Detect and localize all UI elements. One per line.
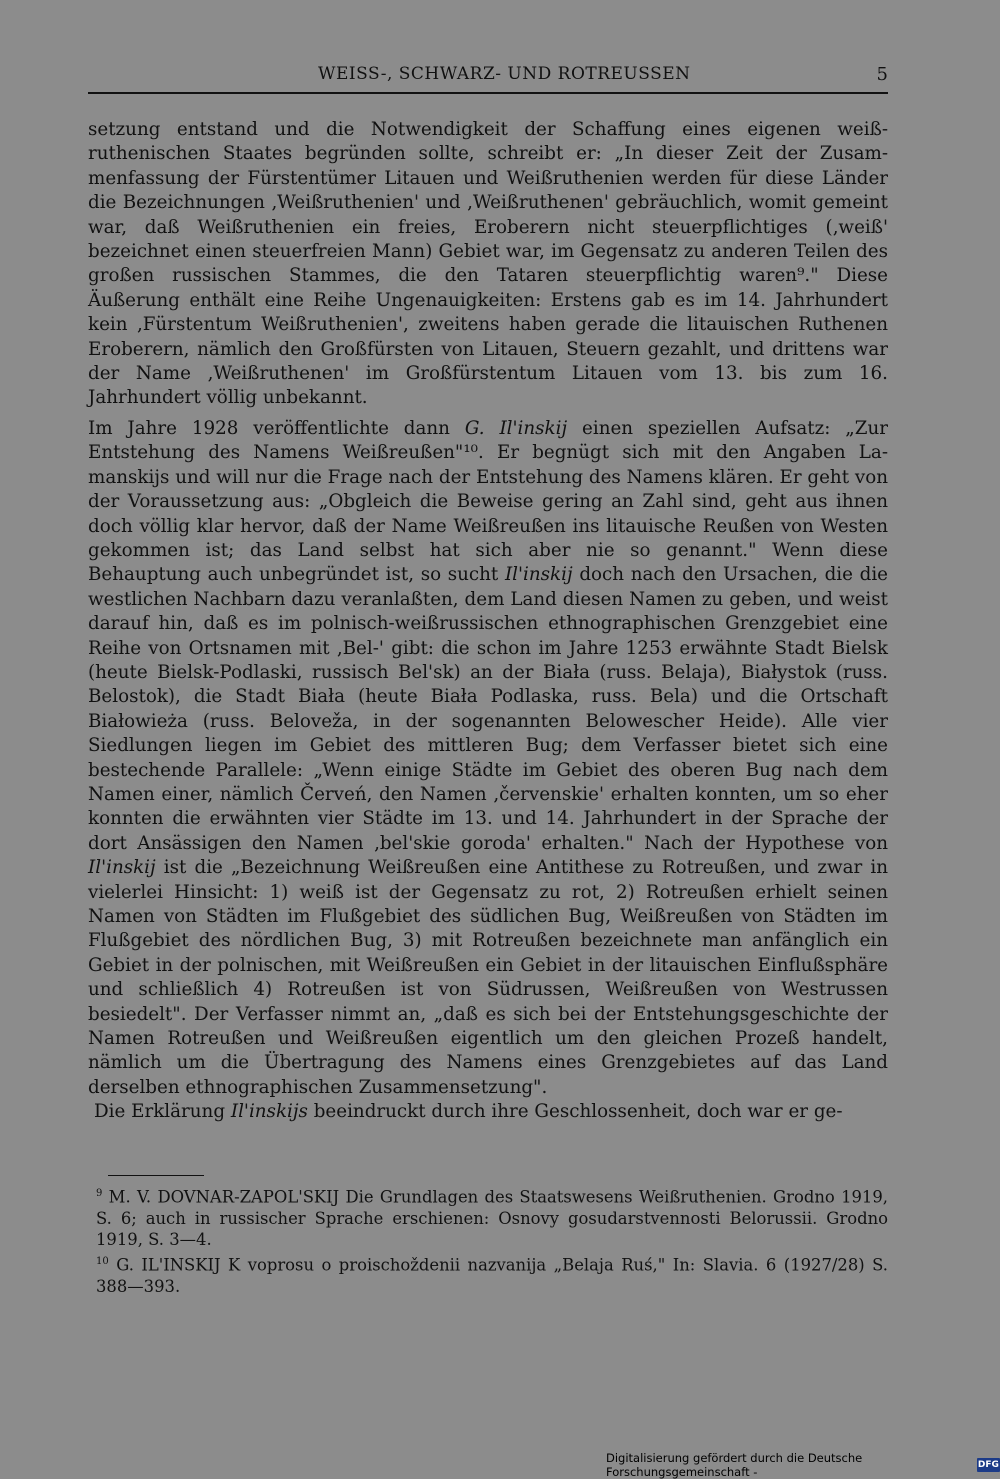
- footnote-10: [96, 1251, 888, 1297]
- paragraph-2-part-d: ist die „Bezeichnung Weißreußen eine Antithese zu Rotreußen, und zwar in vielerlei Hinsicht: 1) weiß ist der Gegensatz zu rot, 2) Rotreußen erhielt seinen Namen von Städten im Flußgebiet des südlichen Bug, Weißreußen von Städten im Flußgebiet des nördlichen Bug, 3) mit Rotreußen bezeichnete man anfänglich ein Gebiet in der polnischen, mit Weißreußen ein Gebiet in der litauischen Einflußsphäre und schließlich 4) Rotreußen ist von Südrussen, Weißreußen von Westrussen besiedelt". Der Verfasser nimmt an, „daß es sich bei der Entstehungsgeschichte der Namen Rotreußen und Weißreußen eigentlich um den gleichen Prozeß handelt, nämlich um die Übertragung des Namens eines Grenzgebietes auf das Land derselben ethnographischen Zusammensetzung".: [88, 857, 888, 1098]
- paragraph-2-part-a: Im Jahre 1928 veröffentlichte dann: [88, 417, 465, 439]
- author-name: Il'inskijs: [230, 1101, 308, 1123]
- running-header: [88, 64, 888, 90]
- page-number: 5: [876, 64, 888, 85]
- author-name: Il'inskij: [88, 857, 156, 879]
- paragraph-3: [88, 1100, 888, 1124]
- header-rule: [88, 92, 888, 94]
- paragraph-2: [88, 417, 888, 1100]
- footnote-rule: [108, 1175, 204, 1176]
- body-text: [88, 118, 888, 1125]
- footnote-text: G. IL'INSKIJ K voprosu o proischoždenii nazvanija „Belaja Ruś," In: Slavia. 6 (1927/28) S. 388—393.: [96, 1255, 888, 1296]
- author-name: Il'inskij: [504, 564, 573, 586]
- author-name: G. Il'inskij: [464, 417, 568, 439]
- paragraph-2-part-c: doch nach den Ursachen, die die westlichen Nachbarn dazu veranlaßten, dem Land diesen Namen zu geben, und weist darauf hin, daß es im polnisch-weißrussischen ethnographischen Grenzgebiet eine Reihe von Ortsnamen mit ‚Bel-' gibt: die schon im Jahre 1253 erwähnte Stadt Bielsk (heute Bielsk-Podlaski, russisch Bel'sk) an der Biała (russ. Belaja), Białystok (russ. Belostok), die Stadt Biała (heute Biała Podlaska, russ. Bela) und die Ortschaft Białowieża (russ. Beloveža, in der sogenannten Belowescher Heide). Alle vier Siedlungen liegen im Gebiet des mittleren Bug; dem Verfasser bietet sich eine bestechende Parallele: „Wenn einige Städte im Gebiet des oberen Bug nach dem Namen einer, nämlich Červeń, den Namen ‚červenskie' erhalten konnten, um so eher konnten die erwähnten vier Städte im 13. und 14. Jahrhundert in der Sprache der dort Ansässigen den Namen ‚bel'skie goroda' erhalten." Nach der Hypothese von: [88, 564, 888, 854]
- paragraph-2-part-b: einen speziellen Aufsatz: „Zur Entstehung des Namens Weißreußen"¹⁰. Er begnügt sich mit den Angaben Lamanskijs und will nur die Frage nach der Entstehung des Namens klären. Er geht von der Voraussetzung aus: „Obgleich die Beweise gering an Zahl sind, geht aus ihnen doch völlig klar hervor, daß der Name Weißreußen ins litauische Reußen von Westen gekommen ist; das Land selbst hat sich aber nie so genannt." Wenn diese Behauptung auch unbegründet ist, so sucht: [88, 417, 888, 586]
- running-title: WEISS-, SCHWARZ- UND ROTREUSSEN: [318, 64, 691, 84]
- footnotes: [96, 1183, 888, 1297]
- footnote-9: [96, 1183, 888, 1251]
- paragraph-3-part-b: beeindruckt durch ihre Geschlossenheit, doch war er ge-: [307, 1101, 843, 1123]
- paragraph-1: setzung entstand und die Notwendigkeit der Schaffung eines eigenen weißruthenischen Staates begründen sollte, schreibt er: „In dieser Zeit der Zusammenfassung der Fürstentümer Litauen und Weißruthenien werden für diese Länder die Bezeichnungen ‚Weißruthenien' und ‚Weißruthenen' gebräuchlich, womit gemeint war, daß Weißruthenien ein freies, Eroberern nicht steuerpflichtiges (‚weiß' bezeichnet einen steuerfreien Mann) Gebiet war, im Gegensatz zu anderen Teilen des großen russischen Stammes, die den Tataren steuerpflichtig waren⁹." Diese Äußerung enthält eine Reihe Ungenauigkeiten: Erstens gab es im 14. Jahrhundert kein ‚Fürstentum Weißruthenien', zweitens haben gerade die litauischen Ruthenen Eroberern, nämlich den Großfürsten von Litauen, Steuern gezahlt, und drittens war der Name ‚Weißruthenen' im Großfürstentum Litauen vom 13. bis zum 16. Jahrhundert völlig unbekannt.: [88, 119, 888, 409]
- dfg-logo-icon: DFG: [977, 1460, 999, 1470]
- credit-text: Digitalisierung gefördert durch die Deutsche Forschungsgemeinschaft -: [606, 1451, 863, 1479]
- footnote-text: M. V. DOVNAR-ZAPOL'SKIJ Die Grundlagen des Staatswesens Weißruthenien. Grodno 1919, S. 6; auch in russischer Sprache erschienen: Osnovy gosudarstvennosti Belorussii. Grodno 1919, S. 3—4.: [96, 1187, 888, 1250]
- paragraph-3-part-a: Die Erklärung: [94, 1101, 231, 1123]
- footnote-marker: 10: [96, 1255, 109, 1267]
- footnote-marker: 9: [96, 1188, 103, 1199]
- digitization-credit: [606, 1451, 1000, 1479]
